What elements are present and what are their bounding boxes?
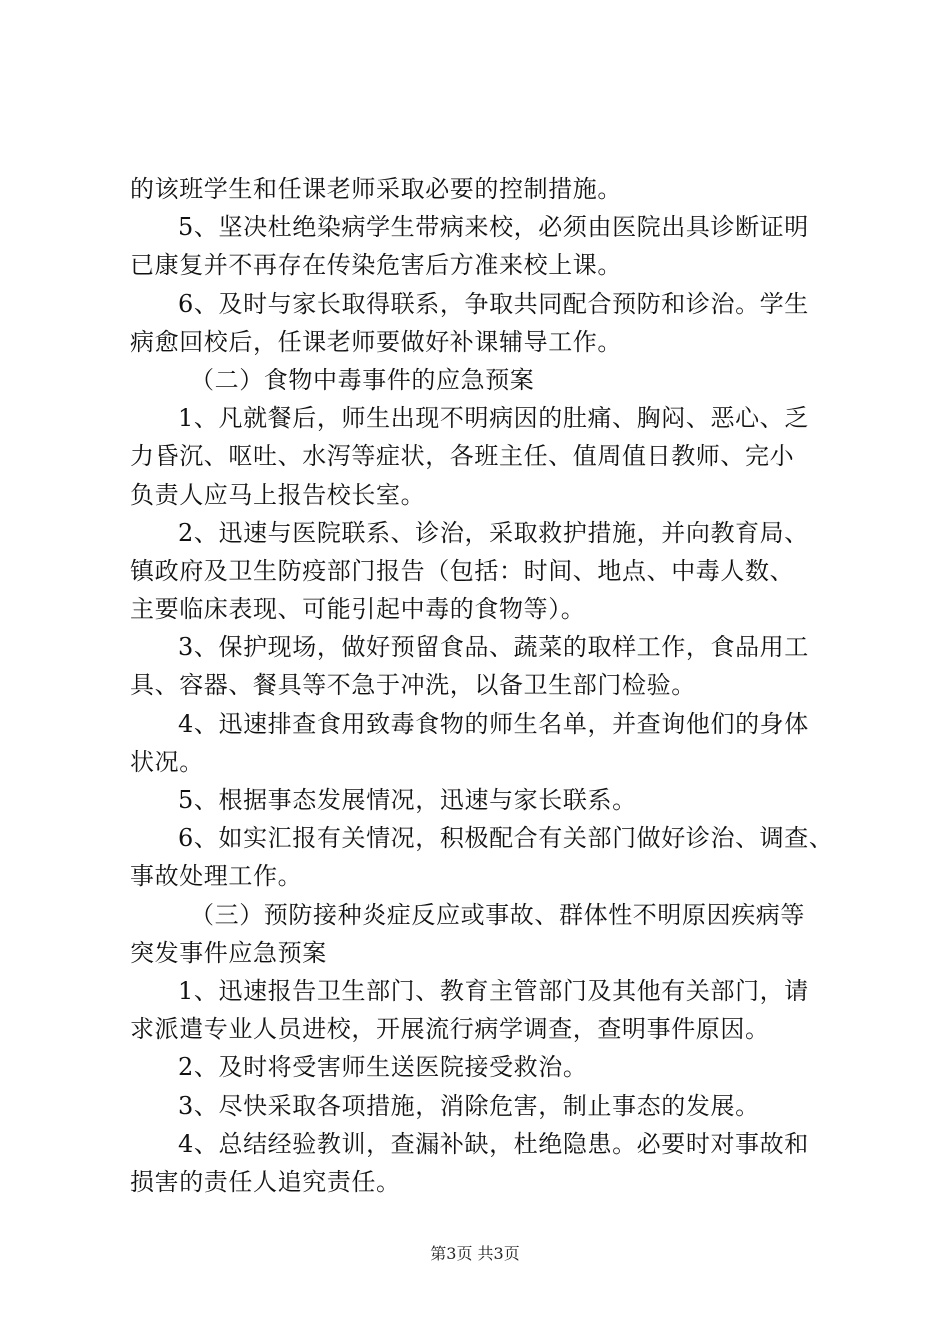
text-line: 具、容器、餐具等不急于冲洗，以备卫生部门检验。 bbox=[130, 671, 696, 700]
text-line: 主要临床表现、可能引起中毒的食物等）。 bbox=[130, 595, 586, 624]
text-line: 已康复并不再存在传染危害后方准来校上课。 bbox=[130, 251, 622, 280]
text-line: 1、凡就餐后，师生出现不明病因的肚痛、胸闷、恶心、乏 bbox=[178, 404, 809, 433]
text-line: 事故处理工作。 bbox=[130, 862, 303, 891]
text-line: 状况。 bbox=[130, 747, 204, 776]
text-line: 负责人应马上报告校长室。 bbox=[130, 480, 426, 509]
text-line: 1、迅速报告卫生部门、教育主管部门及其他有关部门，请 bbox=[178, 976, 809, 1005]
text-line: 2、迅速与医院联系、诊治，采取救护措施，并向教育局、 bbox=[178, 518, 809, 547]
text-line: 3、尽快采取各项措施，消除危害，制止事态的发展。 bbox=[178, 1091, 760, 1120]
text-line: 损害的责任人追究责任。 bbox=[130, 1167, 401, 1196]
text-line: 镇政府及卫生防疫部门报告（包括：时间、地点、中毒人数、 bbox=[130, 556, 795, 585]
text-line: 6、如实汇报有关情况，积极配合有关部门做好诊治、调查、 bbox=[178, 824, 834, 853]
text-line: 4、迅速排查食用致毒食物的师生名单，并查询他们的身体 bbox=[178, 709, 809, 738]
text-line: 6、及时与家长取得联系，争取共同配合预防和诊治。学生 bbox=[178, 289, 809, 318]
section-heading: （二）食物中毒事件的应急预案 bbox=[190, 365, 535, 394]
text-line: 5、坚决杜绝染病学生带病来校，必须由医院出具诊断证明 bbox=[178, 213, 809, 242]
page-footer bbox=[0, 1243, 950, 1265]
text-line: 4、总结经验教训，查漏补缺，杜绝隐患。必要时对事故和 bbox=[178, 1129, 809, 1158]
text-line: 病愈回校后，任课老师要做好补课辅导工作。 bbox=[130, 327, 622, 356]
text-line: 2、及时将受害师生送医院接受救治。 bbox=[178, 1053, 588, 1082]
text-line: 突发事件应急预案 bbox=[130, 938, 327, 967]
page-number: 第3页 共3页 bbox=[430, 1244, 520, 1263]
section-heading: （三）预防接种炎症反应或事故、群体性不明原因疾病等 bbox=[190, 900, 805, 929]
text-line: 求派遣专业人员进校，开展流行病学调查，查明事件原因。 bbox=[130, 1015, 770, 1044]
text-line: 3、保护现场，做好预留食品、蔬菜的取样工作，食品用工 bbox=[178, 633, 809, 662]
text-line: 的该班学生和任课老师采取必要的控制措施。 bbox=[130, 175, 622, 203]
text-line: 力昏沉、呕吐、水泻等症状，各班主任、值周值日教师、完小 bbox=[130, 442, 795, 471]
text-line: 5、根据事态发展情况，迅速与家长联系。 bbox=[178, 786, 637, 814]
document-body bbox=[130, 170, 834, 1201]
